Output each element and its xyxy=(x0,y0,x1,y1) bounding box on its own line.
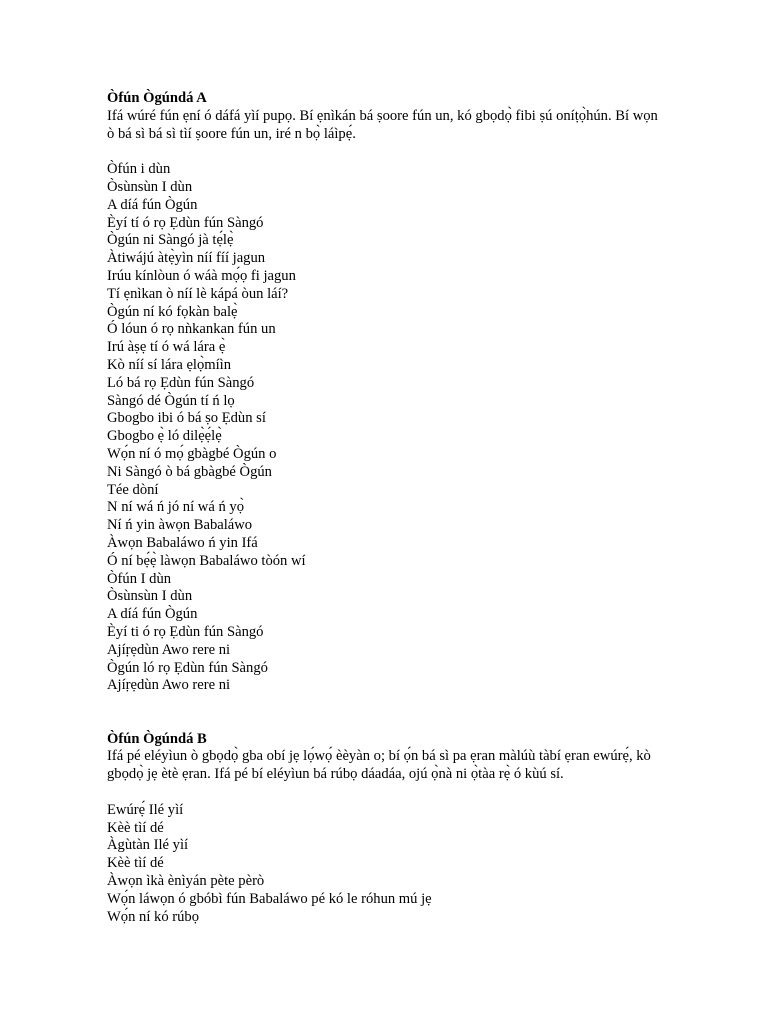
verse-line: Gbogbo ibi ó bá ṣo Ẹdùn sí xyxy=(107,410,266,427)
verse-line: Tí ẹnìkan ò níí lè kápá òun láí? xyxy=(107,285,289,302)
verse-line: Ní ń yin àwọn Babaláwo xyxy=(107,517,253,534)
verse-line: Irúu kínlòun ó wáà mọ́ọ fi jagun xyxy=(107,267,296,284)
verse-line: Tée dòní xyxy=(107,481,159,498)
verse-line: Wọ́n láwọn ó gbóbì fún Babaláwo pé kó le róhun mú jẹ xyxy=(107,890,432,907)
verse-line: Ajíṛẹdùn Awo rere ni xyxy=(107,641,231,658)
verse-line: Ni Sàngó ò bá gbàgbé Ògún xyxy=(107,463,272,480)
spacer xyxy=(107,143,667,161)
verse-line: Ògún ní kó fọkàn balẹ̀ xyxy=(107,303,238,320)
spacer xyxy=(107,784,667,802)
verse-line: Ewúrẹ́ Ilé yìí xyxy=(107,801,184,818)
verse-line: Àwọn ìkà ènìyán pète pèrò xyxy=(107,873,265,890)
verse-line: N ní wá ń jó ní wá ń yọ̀ xyxy=(107,499,245,516)
section-b-verses xyxy=(107,802,667,927)
verse-line: Àwọn Babaláwo ń yin Ifá xyxy=(107,534,258,551)
verse-line: A díá fún Ògún xyxy=(107,606,198,623)
verse-line: Kèè tìí dé xyxy=(107,855,164,872)
verse-line: Ló bá rọ Ẹdùn fún Sàngó xyxy=(107,374,255,391)
verse-line: Ó ní bẹ́ẹ̀ làwọn Babaláwo tòón wí xyxy=(107,552,306,569)
verse-line: Irú àṣẹ tí ó wá lára ẹ̀ xyxy=(107,339,226,356)
document-page xyxy=(107,90,667,926)
verse-line: Kèè tìí dé xyxy=(107,819,164,836)
verse-line: Ògún ló rọ Ẹdùn fún Sàngó xyxy=(107,659,268,676)
verse-line: Gbogbo ẹ̀ ló dilẹ̀ẹ́lẹ̀ xyxy=(107,428,222,445)
verse-line: Wọ́n ní ó mọ́ gbàgbé Ògún o xyxy=(107,445,277,462)
verse-line: A díá fún Ògún xyxy=(107,196,198,213)
section-a-verses xyxy=(107,161,667,695)
verse-line: Òsùnsùn I dùn xyxy=(107,588,193,605)
section-b-intro: Ifá pé eléyìun ò gbọdọ̀ gba obí jẹ lọ́wọ́ èèyàn o; bí ọ́n bá sì pa ẹran màlúù tàbí ẹran ewúrẹ́, kò gbọdọ̀ jẹ ètè ẹran. Ifá pé bí eléyìun bá rúbọ dáadáa, ojú ọ̀nà ni ọ̀tàa rẹ̀ ó kùú sí. xyxy=(107,748,651,783)
verse-line: Ó lóun ó rọ nǹkankan fún un xyxy=(107,321,276,338)
verse-line: Èyí tí ó rọ Ẹdùn fún Sàngó xyxy=(107,214,264,231)
verse-line: Sàngó dé Ògún tí ń lọ xyxy=(107,392,235,409)
verse-line: Àgùtàn Ilé yìí xyxy=(107,837,189,854)
section-a-intro: Ifá wúré fún ẹní ó dáfá yìí pupọ. Bí ẹnìkán bá ṣoore fún un, kó gbọdọ̀ fibi ṣú oníṭọ̀hún. Bí wọn ò bá sì bá sì tìí ṣoore fún un, iré n bọ̀ láìpẹ́. xyxy=(107,107,658,142)
verse-line: Ògún ni Sàngó jà tẹ́lẹ̀ xyxy=(107,232,234,249)
verse-line: Òsùnsùn I dùn xyxy=(107,178,193,195)
verse-line: Wọ́n ní kó rúbọ xyxy=(107,908,200,925)
verse-line: Àtiwájú àtẹ̀yìn níí fíí jagun xyxy=(107,250,266,267)
spacer xyxy=(107,695,667,731)
section-a-title: Òfún Ògúndá A xyxy=(107,90,207,106)
section-b-title: Òfún Ògúndá B xyxy=(107,730,207,747)
verse-line: Òfún i dùn xyxy=(107,161,171,178)
verse-line: Òfún I dùn xyxy=(107,570,172,587)
verse-line: Kò níí sí lára ẹlọ̀míìn xyxy=(107,356,232,373)
verse-line: Ajíṛẹdùn Awo rere ni xyxy=(107,677,231,694)
verse-line: Èyí ti ó rọ Ẹdùn fún Sàngó xyxy=(107,623,264,640)
